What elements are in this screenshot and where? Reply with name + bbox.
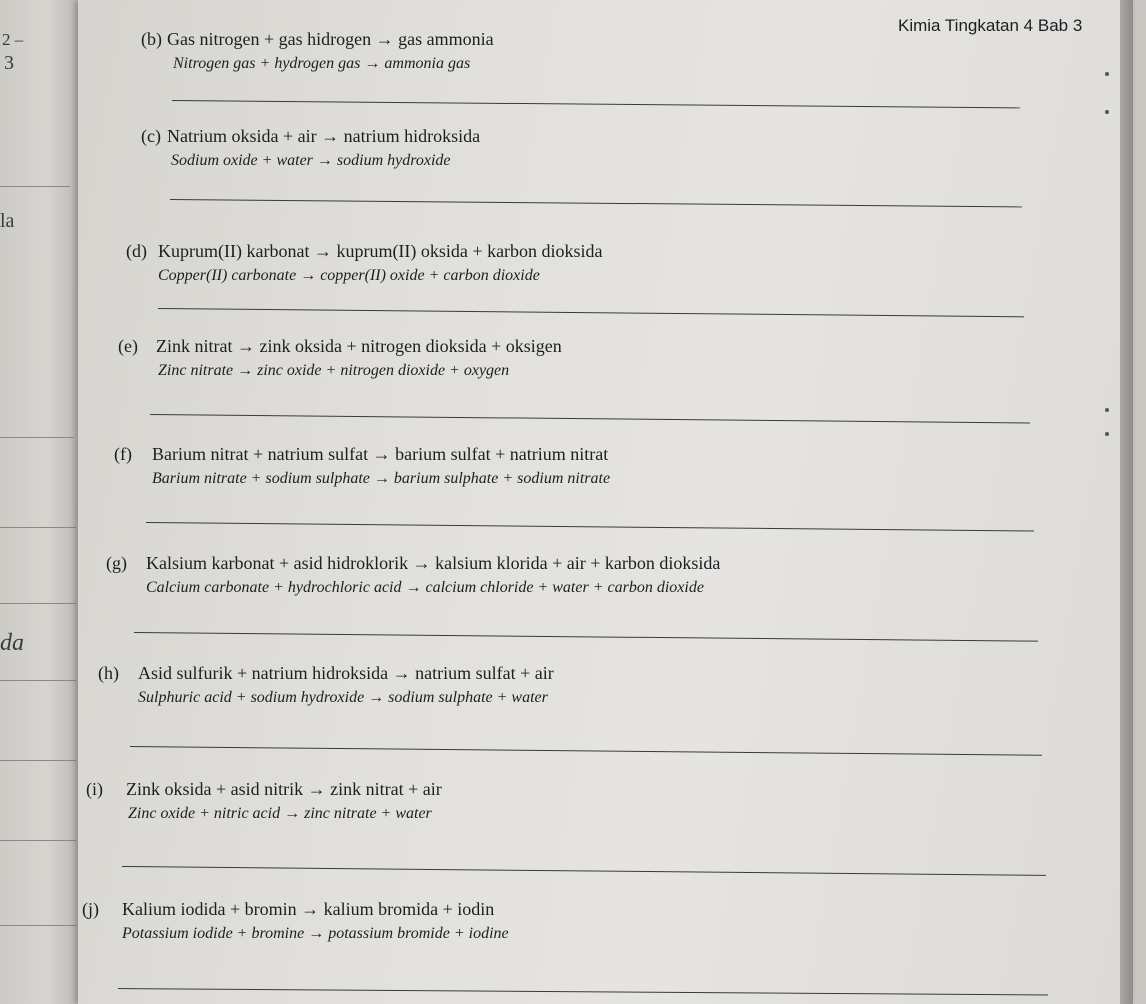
item-letter: (c)	[141, 126, 161, 146]
question-item-h	[98, 662, 554, 709]
malay-equation: Zink nitrat → zink oksida + nitrogen dioksida + oksigen	[156, 336, 562, 356]
answer-line[interactable]	[170, 199, 1022, 207]
question-item-c	[141, 125, 480, 172]
answer-line[interactable]	[118, 988, 1048, 995]
paper-speck	[1105, 72, 1109, 76]
item-letter: (d)	[126, 241, 147, 261]
english-equation: Nitrogen gas + hydrogen gas → ammonia gas	[173, 55, 471, 72]
item-letter: (i)	[86, 779, 103, 799]
english-equation: Sulphuric acid + sodium hydroxide → sodium sulphate + water	[138, 689, 548, 706]
question-item-e	[118, 335, 562, 382]
question-item-g	[106, 552, 720, 599]
malay-equation: Barium nitrat + natrium sulfat → barium sulfat + natrium nitrat	[152, 444, 609, 464]
english-equation: Sodium oxide + water → sodium hydroxide	[171, 152, 451, 169]
answer-line[interactable]	[146, 522, 1034, 532]
question-item-f	[114, 443, 610, 490]
margin-fragment: 3	[4, 52, 14, 74]
page-edge	[1120, 0, 1133, 1004]
paper-speck	[1105, 432, 1109, 436]
item-letter: (b)	[141, 29, 162, 49]
question-item-d	[126, 240, 603, 287]
question-item-b	[141, 28, 494, 75]
malay-equation: Kuprum(II) karbonat → kuprum(II) oksida + karbon dioksida	[158, 241, 603, 261]
malay-equation: Asid sulfurik + natrium hidroksida → natrium sulfat + air	[138, 663, 554, 683]
page-header: Kimia Tingkatan 4 Bab 3	[898, 16, 1083, 35]
answer-line[interactable]	[130, 746, 1042, 756]
english-equation: Barium nitrate + sodium sulphate → barium sulphate + sodium nitrate	[152, 470, 611, 487]
item-letter: (g)	[106, 553, 127, 573]
malay-equation: Kalium iodida + bromin → kalium bromida + iodin	[122, 899, 495, 919]
question-item-i	[86, 778, 442, 825]
malay-equation: Zink oksida + asid nitrik → zink nitrat + air	[126, 779, 442, 799]
worksheet-page	[78, 0, 1133, 1004]
question-item-j	[82, 898, 509, 945]
answer-line[interactable]	[122, 866, 1046, 876]
item-letter: (h)	[98, 663, 119, 683]
english-equation: Potassium iodide + bromine → potassium bromide + iodine	[122, 925, 509, 942]
margin-fragment: 2 –	[2, 30, 24, 49]
malay-equation: Kalsium karbonat + asid hidroklorik → kalsium klorida + air + karbon dioksida	[146, 553, 721, 573]
margin-fragment: la	[0, 210, 15, 232]
english-equation: Zinc oxide + nitric acid → zinc nitrate + water	[128, 805, 432, 822]
previous-page-margin	[0, 0, 78, 1004]
answer-line[interactable]	[158, 308, 1024, 317]
english-equation: Copper(II) carbonate → copper(II) oxide + carbon dioxide	[158, 267, 540, 284]
english-equation: Zinc nitrate → zinc oxide + nitrogen dioxide + oxygen	[158, 362, 510, 379]
answer-line[interactable]	[134, 632, 1038, 642]
paper-speck	[1105, 408, 1109, 412]
answer-line[interactable]	[150, 414, 1030, 423]
paper-speck	[1105, 110, 1109, 114]
english-equation: Calcium carbonate + hydrochloric acid → calcium chloride + water + carbon dioxide	[146, 579, 704, 596]
item-letter: (j)	[82, 899, 99, 919]
item-letter: (f)	[114, 444, 132, 464]
malay-equation: Gas nitrogen + gas hidrogen → gas ammonia	[167, 29, 494, 49]
margin-fragment: da	[0, 630, 24, 656]
answer-line[interactable]	[172, 100, 1020, 108]
item-letter: (e)	[118, 336, 138, 356]
malay-equation: Natrium oksida + air → natrium hidroksida	[167, 126, 481, 146]
